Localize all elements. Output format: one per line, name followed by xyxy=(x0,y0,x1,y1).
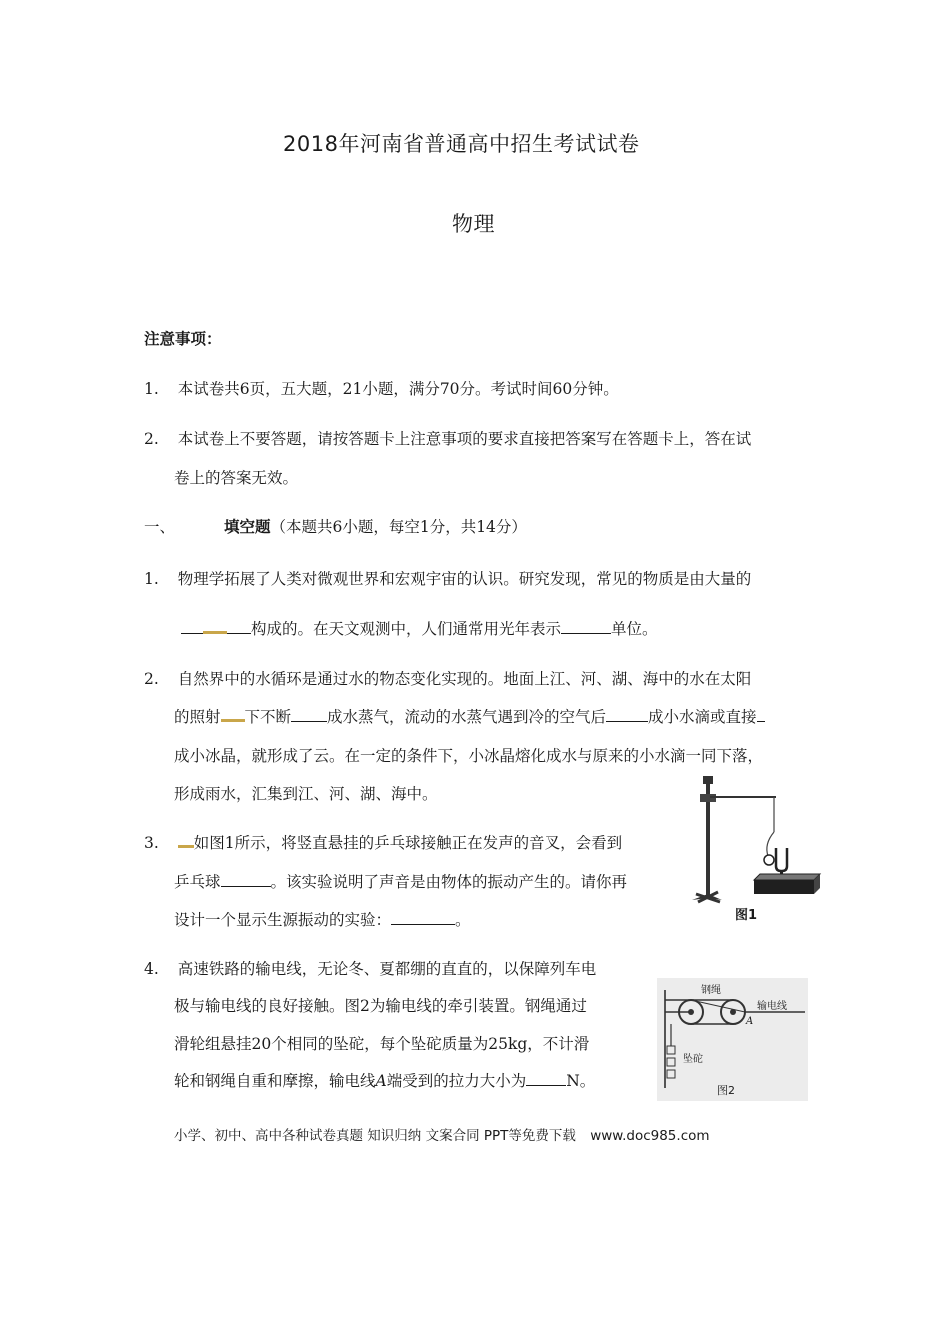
question-text: 。 xyxy=(455,911,471,929)
question-2-line-4: 形成雨水，汇集到江、河、湖、海中。 xyxy=(174,785,438,803)
answer-blank[interactable] xyxy=(227,619,251,634)
notice-item-text: 本试卷共6页，五大题，21小题，满分70分。考试时间60分钟。 xyxy=(177,380,619,398)
question-variable: A xyxy=(375,1072,387,1090)
question-text: 构成的。在天文观测中，人们通常用光年表示 xyxy=(251,620,562,638)
notice-item-number: 2. xyxy=(144,430,159,448)
question-4-line-4 xyxy=(174,1070,595,1092)
highlight-mark xyxy=(203,618,227,634)
question-text: 物理学拓展了人类对微观世界和宏观宇宙的认识。研究发现，常见的物质是由大量的 xyxy=(177,570,752,588)
question-text: 高速铁路的输电线，无论冬、夏都绷的直直的，以保障列车电 xyxy=(177,960,597,978)
answer-blank[interactable] xyxy=(606,707,648,722)
notice-item-number: 1. xyxy=(144,380,159,398)
answer-blank[interactable] xyxy=(757,707,765,722)
notice-item-1 xyxy=(144,378,619,400)
subject-title: 物理 xyxy=(452,212,495,236)
answer-blank[interactable] xyxy=(181,619,203,634)
question-text: 如图1所示，将竖直悬挂的乒乓球接触正在发声的音叉，会看到 xyxy=(193,834,623,852)
footer-url[interactable]: www.doc985.com xyxy=(590,1128,710,1144)
answer-blank[interactable] xyxy=(526,1071,566,1086)
question-number: 2. xyxy=(144,670,159,688)
question-4-line-3: 滑轮组悬挂20个相同的坠砣，每个坠砣质量为25kg，不计滑 xyxy=(174,1035,590,1053)
question-text: 成小水滴或直接 xyxy=(648,708,757,726)
question-number: 1. xyxy=(144,570,159,588)
question-text: 的照射 xyxy=(174,708,221,726)
question-text: 成水蒸气，流动的水蒸气遇到冷的空气后 xyxy=(327,708,607,726)
highlight-mark xyxy=(221,706,245,722)
question-number: 4. xyxy=(144,960,159,978)
question-2 xyxy=(144,668,751,690)
question-3 xyxy=(144,832,622,854)
answer-blank[interactable] xyxy=(221,872,271,887)
label-weight: 坠砣 xyxy=(683,1054,703,1065)
footer-text: 小学、初中、高中各种试卷真题 知识归纳 文案合同 PPT等免费下载 xyxy=(174,1128,576,1144)
answer-blank[interactable] xyxy=(291,707,327,722)
figure-2-caption: 图2 xyxy=(717,1084,735,1097)
notice-heading: 注意事项： xyxy=(144,329,222,348)
section-number: 一、 xyxy=(144,518,176,536)
question-text: 单位。 xyxy=(611,620,658,638)
question-4 xyxy=(144,958,596,980)
question-text: 端受到的拉力大小为 xyxy=(386,1072,527,1090)
notice-item-2 xyxy=(144,428,751,450)
section-note: （本题共6小题，每空1分，共14分） xyxy=(270,518,527,536)
footer xyxy=(174,1124,710,1144)
question-text: 自然界中的水循环是通过水的物态变化实现的。地面上江、河、湖、海中的水在太阳 xyxy=(177,670,752,688)
answer-blank[interactable] xyxy=(561,619,611,634)
notice-item-2-continued: 卷上的答案无效。 xyxy=(174,469,299,487)
question-text: 设计一个显示生源振动的实验： xyxy=(174,911,392,929)
question-2-line-3: 成小冰晶，就形成了云。在一定的条件下，小冰晶熔化成水与原来的小水滴一同下落， xyxy=(174,747,764,765)
figure-1 xyxy=(688,772,824,924)
question-4-line-2: 极与输电线的良好接触。图2为输电线的牵引装置。钢绳通过 xyxy=(174,997,587,1015)
label-wire: 输电线 xyxy=(757,1001,787,1012)
answer-blank[interactable] xyxy=(391,910,455,925)
label-rope: 钢绳 xyxy=(701,985,721,996)
question-text: 轮和钢绳自重和摩擦，输电线 xyxy=(174,1072,376,1090)
question-3-line-3 xyxy=(174,909,471,931)
question-2-line-2 xyxy=(174,706,765,728)
section-title: 填空题 xyxy=(223,517,271,536)
question-text: 下不断 xyxy=(244,708,292,726)
highlight-mark xyxy=(178,832,194,848)
notice-item-text: 本试卷上不要答题，请按答题卡上注意事项的要求直接把答案写在答题卡上，答在试 xyxy=(177,430,752,448)
tuning-fork-stand-diagram xyxy=(688,772,824,924)
label-point-a: A xyxy=(746,1016,754,1027)
question-text: N。 xyxy=(566,1072,596,1090)
figure-2 xyxy=(657,978,808,1101)
question-1 xyxy=(144,568,751,590)
figure-1-caption: 图1 xyxy=(735,908,758,923)
exam-title: 2018年河南省普通高中招生考试试卷 xyxy=(283,132,640,156)
question-number: 3. xyxy=(144,834,159,852)
section-heading xyxy=(144,516,527,538)
question-1-line-2 xyxy=(181,618,658,640)
question-3-line-2 xyxy=(174,871,627,893)
question-text: 乒乓球 xyxy=(174,873,221,891)
question-text: 。该实验说明了声音是由物体的振动产生的。请你再 xyxy=(270,873,628,891)
